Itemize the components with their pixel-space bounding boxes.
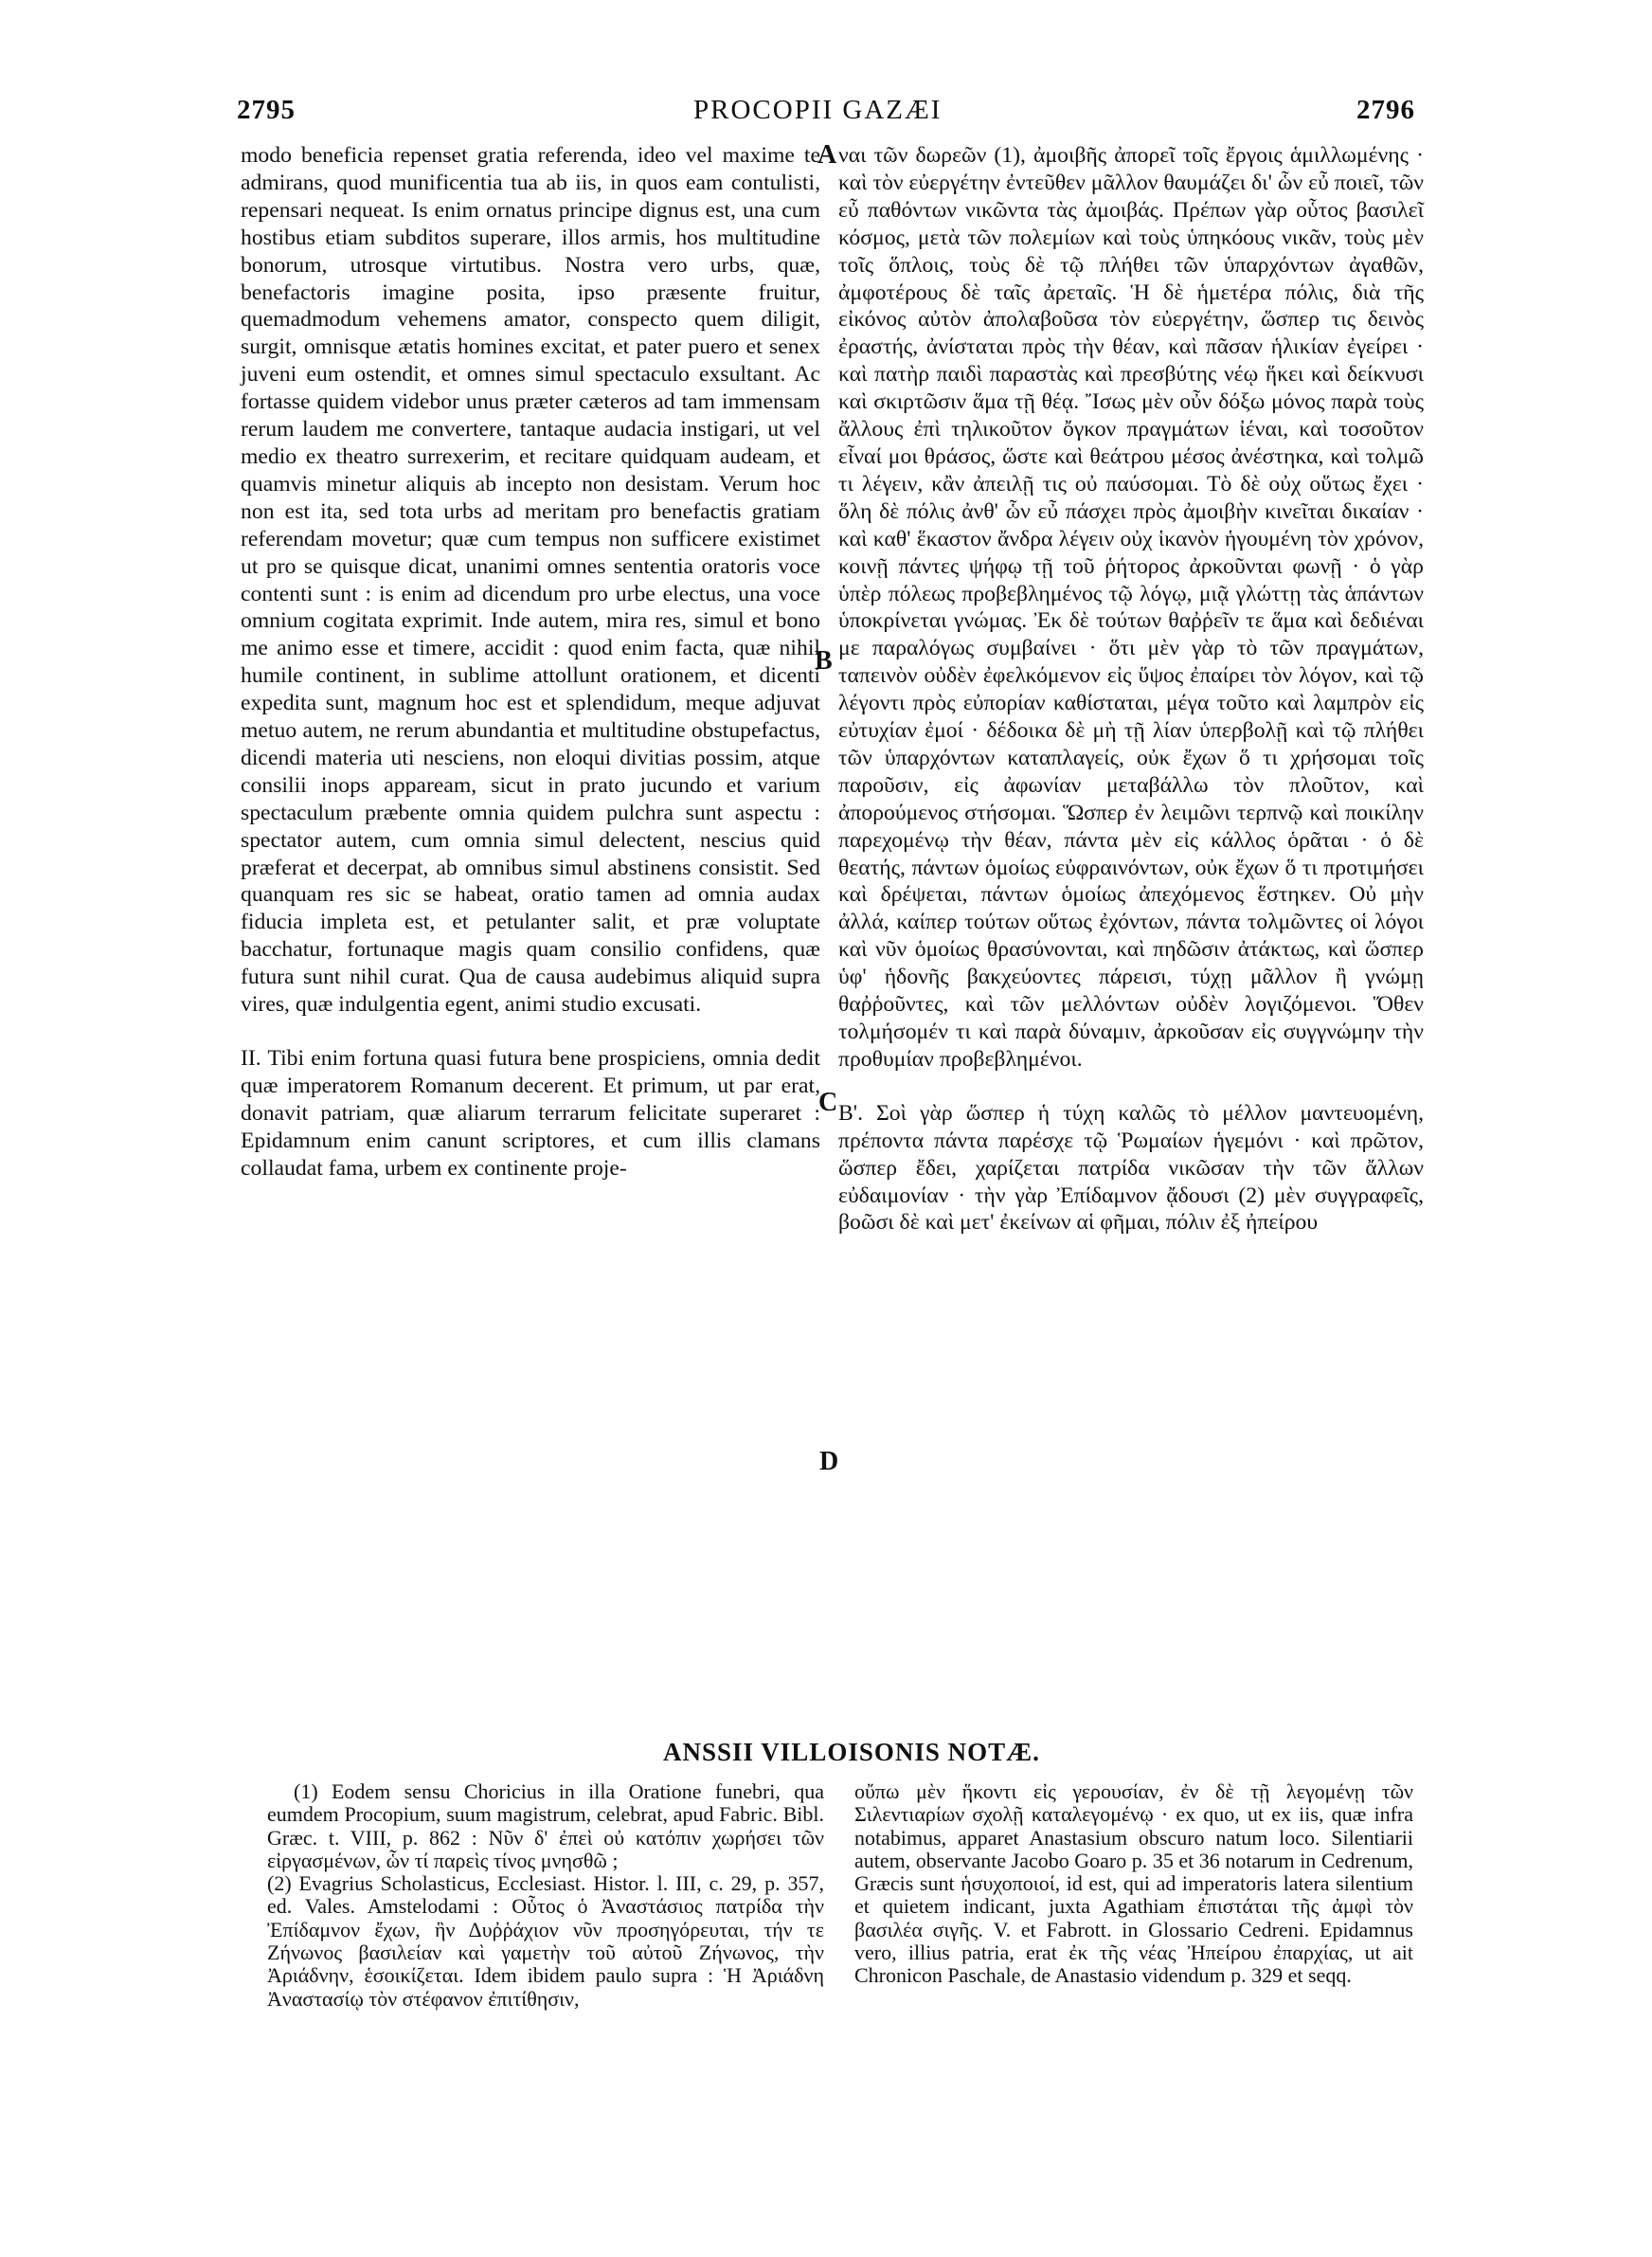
note-2-continued: οὔπω μὲν ἥκοντι εἰς γερουσίαν, ἐν δὲ τῇ λεγομένῃ τῶν Σιλεντιαρίων σχολῇ καταλεγομένῳ · ex quo, ut ex iis, quæ infra notabimus, apparet Anastasium obscuro natum loco. Silentiarii autem, observante Jacobo Goaro p. 35 et 36 notarum in Cedrenum, Græcis sunt ἡσυχοποιοί, id est, qui ad imperatoris latera silentium et quietem indicant, juxta Agathiam ἐπιστάται τῆς ἀμφὶ τὸν βασιλέα σιγῆς. V. et Fabrott. in Glossario Cedreni. Epidamnus vero, illius patria, erat ἐκ τῆς νέας Ἠπείρου ἐπαρχίας, ut ait Chronicon Paschale, de Anastasio videndum p. 329 et seqq. <box>854 1779 1413 1988</box>
notes-right-column <box>854 1780 1413 1988</box>
running-title: PROCOPII GAZÆI <box>693 95 943 125</box>
latin-paragraph-2: II. Tibi enim fortuna quasi futura bene prospiciens, omnia dedit quæ imperatorem Romanum decerent. Et primum, ut par erat, donavit patriam, quæ aliarum terrarum felicitate superaret : Epidamnum enim canunt scriptores, et cum illis clamans collaudat fama, urbem ex continente proje- <box>241 1046 820 1181</box>
margin-letter-c: C <box>818 1088 838 1117</box>
greek-paragraph-1: ναι τῶν δωρεῶν (1), ἀμοιβῆς ἀπορεῖ τοῖς ἔργοις ἁμιλλωμένης · καὶ τὸν εὐεργέτην ἐντεῦθεν μᾶλλον θαυμάζει δι' ὧν εὖ ποιεῖ, τῶν εὖ παθόντων νικῶντα τὰς ἀμοιβάς. Πρέπων γὰρ οὗτος βασιλεῖ κόσμος, μετὰ τῶν πολεμίων καὶ τοὺς ὑπηκόους νικᾶν, τοὺς μὲν τοῖς ὅπλοις, τοὺς δὲ τῷ πλήθει τῶν ὑπαρχόντων ἀγαθῶν, ἀμφοτέρους δὲ ταῖς ἀρεταῖς. Ἡ δὲ ἡμετέρα πόλις, διὰ τῆς εἰκόνος αὐτὸν ἀπολαβοῦσα τὸν εὐεργέτην, ὥσπερ τις δεινὸς ἐραστής, ἀνίσταται πρὸς τὴν θέαν, καὶ πᾶσαν ἡλικίαν ἐγείρει · καὶ πατὴρ παιδὶ παραστὰς καὶ πρεσβύτης νέῳ ἥκει καὶ δείκνυσι καὶ σκιρτῶσιν ἅμα τῇ θέᾳ. Ἴσως μὲν οὖν δόξω μόνος παρὰ τοὺς ἄλλους ἐπὶ τηλικοῦτον ὄγκον πραγμάτων ἰέναι, καὶ τοσοῦτον εἶναί μοι θράσος, ὥστε καὶ θεάτρου μέσος ἀνέστηκα, καὶ τολμῶ τι λέγειν, κἂν ἀπειλῇ τις οὐ παύσομαι. Τὸ δὲ οὐχ οὕτως ἔχει · ὅλη δὲ πόλις ἀνθ' ὧν εὖ πάσχει πρὸς ἀμοιβὴν κινεῖται δικαίαν · καὶ καθ' ἕκαστον ἄνδρα λέγειν οὐχ ἱκανὸν ἡγουμένη τὸν χρόνον, κοινῇ πάντες ψήφῳ τῇ τοῦ ῥήτορος ἀρκοῦνται φωνῇ · ὁ γὰρ ὑπὲρ πόλεως προβεβλημένος τῷ λόγῳ, μιᾷ γλώττῃ τὰς ἁπάντων ὑποκρίνεται γνώμας. Ἐκ δὲ τούτων θαῤῥεῖν τε ἅμα καὶ δεδιέναι με παραλόγως συμβαίνει · ὅτι μὲν γὰρ τὸ τῶν πραγμάτων, ταπεινὸν οὐδὲν ἐφελκόμενον εἰς ὕψος ἐπαίρει τὸν λόγον, καὶ τῷ λέγοντι πρὸς εὐπορίαν καθίσταται, μέγα τοῦτο καὶ λαμπρὸν εἰς εὐτυχίαν ἐμοί · δέδοικα δὲ μὴ τῇ λίαν ὑπερβολῇ καὶ τῷ πλήθει τῶν ὑπαρχόντων καταπλαγείς, οὐκ ἔχων ὅ τι χρήσομαι τοῖς παροῦσιν, εἰς ἀφωνίαν μεταβάλλω τὸν πλοῦτον, καὶ ἀπορούμενος στήσομαι. Ὥσπερ ἐν λειμῶνι τερπνῷ καὶ ποικίλην παρεχομένῳ τὴν θέαν, πάντα μὲν εἰς κάλλος ὁρᾶται · ὁ δὲ θεατής, πάντων ὁμοίως εὐφραινόντων, οὐκ ἔχων ὅ τι προτιμήσει καὶ δρέψεται, πάντων ὁμοίως ἀπεχόμενος ἕστηκεν. Οὐ μὴν ἀλλά, καίπερ τούτων οὕτως ἐχόντων, πάντα τολμῶντες οἱ λόγοι καὶ νῦν ὁμοίως θρασύνονται, καὶ πηδῶσιν ἀτάκτως, καὶ ὥσπερ ὑφ' ἡδονῆς βακχεύοντες πάρεισι, τύχῃ μᾶλλον ἢ γνώμῃ θαῤῥοῦντες, καὶ τῶν μελλόντων οὐδὲν λογιζόμενοι. Ὅθεν τολμήσομέν τι καὶ παρὰ δύναμιν, ἀρκοῦσαν εἰς συγγνώμην τὴν προθυμίαν προβεβλημένοι. <box>838 143 1424 1072</box>
page-number-left: 2795 <box>237 95 296 125</box>
latin-paragraph-1: modo beneficia repenset gratia referenda, ideo vel maxime te admirans, quod munificentia tua ab iis, in quos eam contulisti, repensari nequeat. Is enim ornatus principe dignus est, una cum hostibus etiam subditos superare, illos armis, hos multitudine bonorum, utrosque virtutibus. Nostra vero urbs, quæ, benefactoris imagine posita, ipso præsente fruitur, quemadmodum vehemens amator, conspecto quem diligit, surgit, omnisque ætatis homines excitat, et pater puero et senex juveni eum ostendit, et omnes simul spectaculo exsultant. Ac fortasse quidem videbor unus præter cæteros ad tam immensam rerum laudem me convertere, tantaque audacia instigari, ut vel medio ex theatro surrexerim, et recitare quidquam audeam, et quamvis minetur aliquis ab incepto non desistam. Verum hoc non est ita, sed tota urbs ad meritam pro benefactis gratiam referendam movetur; quæ cum tempus non sufficere existimet ut pro se quisque dicat, unanimi omnes sententia oratoris voce contenti sunt : is enim ad dicendum pro urbe electus, una voce omnium cogitata exprimit. Inde autem, mira res, simul et bono me animo esse et timere, accidit : quod enim facta, quæ nihil humile continent, in sublime attollunt orationem, et dicenti expedita sunt, magnum hoc est et splendidum, meque adjuvat metuo autem, ne rerum abundantia et multitudine obstupefactus, dicendi materia uti nesciens, non eloqui divitias possim, atque consilii inops appaream, sicut in prato jucundo et varium spectaculum præbente omnia quidem pulchra sunt aspectu : spectator autem, cum omnia simul delectent, nescius quid præferat et decerpat, ab omnibus simul abstinens consistit. Sed quanquam res sic se habeat, oratio tamen ad omnia audax fiducia impleta est, et petulanter salit, et præ voluptate bacchatur, fortunaque magis quam consilio confidens, quæ futura sunt nihil curat. Qua de causa audebimus aliquid supra vires, quæ indulgentia egent, animi studio excusati. <box>241 143 820 1018</box>
page-number-right: 2796 <box>1356 95 1415 125</box>
greek-column <box>838 142 1424 1237</box>
greek-paragraph-2: Β'. Σοὶ γὰρ ὥσπερ ἡ τύχη καλῶς τὸ μέλλον μαντευομένη, πρέποντα πάντα παρέσχε τῷ Ῥωμαίων ἡγεμόνι · καὶ πρῶτον, ὥσπερ ἔδει, χαρίζεται πατρίδα νικῶσαν τὴν τῶν ἄλλων εὐδαιμονίαν · τὴν γὰρ Ἐπίδαμνον ᾄδουσι (2) μὲν συγγραφεῖς, βοῶσι δὲ καὶ μετ' ἐκείνων αἱ φῆμαι, πόλιν ἐξ ἠπείρου <box>838 1100 1424 1236</box>
margin-letter-d: D <box>819 1447 839 1476</box>
note-2: (2) Evagrius Scholasticus, Ecclesiast. Histor. l. III, c. 29, p. 357, ed. Vales. Amstelodami : Οὗτος ὁ Ἀναστάσιος πατρίδα τὴν Ἐπίδαμνον ἔχων, ἣν Δυῤῥάχιον νῦν προσηγόρευται, τήν τε Ζήνωνος βασιλείαν καὶ γαμετὴν τοῦ αὐτοῦ Ζήνωνος, τὴν Ἀριάδνην, ἑσοικίζεται. Idem ibidem paulo supra : Ἡ Ἀριάδνη Ἀναστασίῳ τὸν στέφανον ἐπιτίθησιν, <box>267 1871 824 2011</box>
notes-title: ANSSII VILLOISONIS NOTÆ. <box>663 1738 1040 1766</box>
note-1: (1) Eodem sensu Choricius in illa Oratione funebri, qua eumdem Procopium, suum magistrum, celebrat, apud Fabric. Bibl. Græc. t. VIII, p. 862 : Νῦν δ' ἐπεὶ οὐ κατόπιν χωρήσει τῶν εἰργασμένων, ὧν τί παρεὶς τίνος μνησθῶ ; <box>267 1779 824 1872</box>
margin-letter-b: B <box>815 646 833 676</box>
latin-column <box>241 142 820 1183</box>
margin-letter-a: A <box>817 140 837 170</box>
notes-left-column <box>267 1780 824 2011</box>
